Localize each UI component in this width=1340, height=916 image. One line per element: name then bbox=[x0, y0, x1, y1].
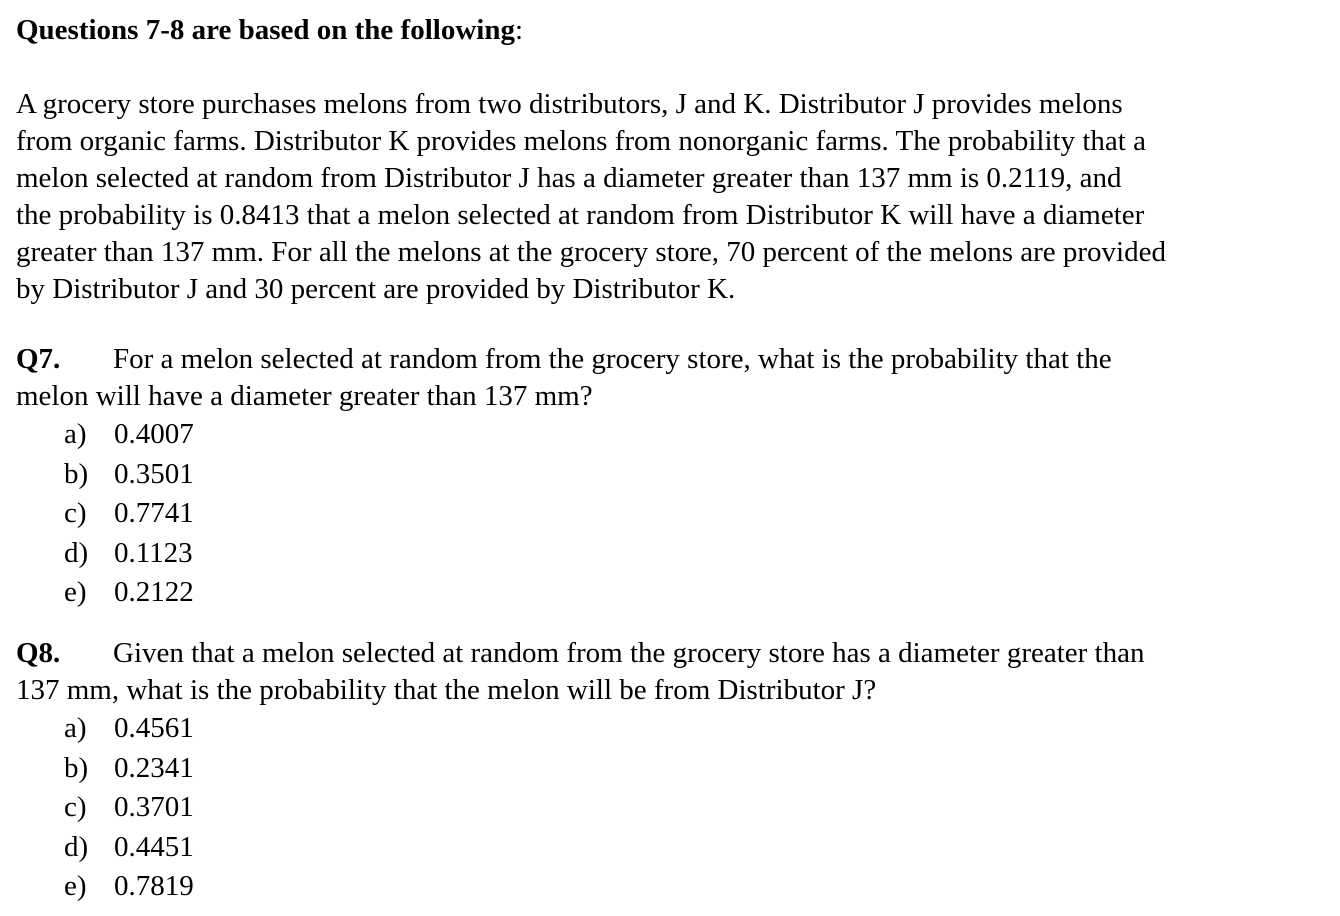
option-value: 0.4451 bbox=[114, 830, 194, 863]
option-letter: a) bbox=[64, 712, 87, 744]
option-value: 0.7741 bbox=[114, 497, 194, 529]
question-8-text: Given that a melon selected at random from the grocery store has a diameter greater than bbox=[113, 637, 1145, 669]
question-8-prompt-line-2: 137 mm, what is the probability that the melon will be from Distributor J? bbox=[16, 674, 877, 706]
option-value: 0.2341 bbox=[114, 751, 194, 784]
section-heading-bold: Questions 7-8 are based on the following bbox=[16, 14, 515, 46]
option-value: 0.2122 bbox=[114, 576, 194, 608]
answer-option[interactable] bbox=[16, 867, 1326, 907]
passage-line: by Distributor J and 30 percent are provided by Distributor K. bbox=[16, 273, 736, 305]
question-7-prompt-line-1 bbox=[16, 341, 1326, 378]
question-8-options bbox=[16, 709, 1326, 907]
option-letter: c) bbox=[64, 791, 87, 823]
answer-option[interactable] bbox=[16, 455, 1326, 495]
document-page bbox=[16, 12, 1326, 902]
passage bbox=[16, 86, 1326, 308]
option-letter: e) bbox=[64, 576, 87, 608]
question-7-text: For a melon selected at random from the grocery store, what is the probability that the bbox=[113, 343, 1112, 375]
question-8-prompt-line-1 bbox=[16, 635, 1326, 672]
section-heading bbox=[16, 12, 1326, 48]
answer-option[interactable] bbox=[16, 534, 1326, 574]
question-8-number: Q8. bbox=[16, 637, 61, 669]
question-7-number: Q7. bbox=[16, 343, 61, 375]
option-value: 0.4561 bbox=[114, 712, 194, 744]
answer-option[interactable] bbox=[16, 828, 1326, 868]
question-8 bbox=[16, 635, 1326, 907]
passage-line: from organic farms. Distributor K provides melons from nonorganic farms. The probability that a bbox=[16, 125, 1146, 157]
option-letter: b) bbox=[64, 457, 89, 490]
option-letter: b) bbox=[64, 751, 89, 784]
section-heading-colon: : bbox=[514, 14, 524, 46]
option-value: 0.1123 bbox=[114, 536, 193, 569]
answer-option[interactable] bbox=[16, 788, 1326, 828]
option-value: 0.4007 bbox=[114, 418, 194, 450]
question-7 bbox=[16, 341, 1326, 613]
option-letter: d) bbox=[64, 830, 89, 863]
option-letter: c) bbox=[64, 497, 87, 529]
passage-line: melon selected at random from Distributor J has a diameter greater than 137 mm is 0.2119, and bbox=[16, 162, 1122, 194]
option-letter: a) bbox=[64, 418, 87, 450]
option-letter: e) bbox=[64, 870, 87, 902]
option-value: 0.7819 bbox=[114, 870, 194, 902]
question-7-prompt-line-2: melon will have a diameter greater than 137 mm? bbox=[16, 380, 593, 412]
answer-option[interactable] bbox=[16, 494, 1326, 534]
answer-option[interactable] bbox=[16, 415, 1326, 455]
passage-line: A grocery store purchases melons from two distributors, J and K. Distributor J provides melons bbox=[16, 88, 1123, 120]
passage-line: the probability is 0.8413 that a melon selected at random from Distributor K will have a diameter bbox=[16, 199, 1145, 231]
option-value: 0.3501 bbox=[114, 457, 194, 490]
option-value: 0.3701 bbox=[114, 791, 194, 823]
passage-line: greater than 137 mm. For all the melons at the grocery store, 70 percent of the melons are provided bbox=[16, 236, 1166, 268]
option-letter: d) bbox=[64, 536, 89, 569]
answer-option[interactable] bbox=[16, 709, 1326, 749]
question-7-options bbox=[16, 415, 1326, 613]
answer-option[interactable] bbox=[16, 573, 1326, 613]
answer-option[interactable] bbox=[16, 749, 1326, 789]
